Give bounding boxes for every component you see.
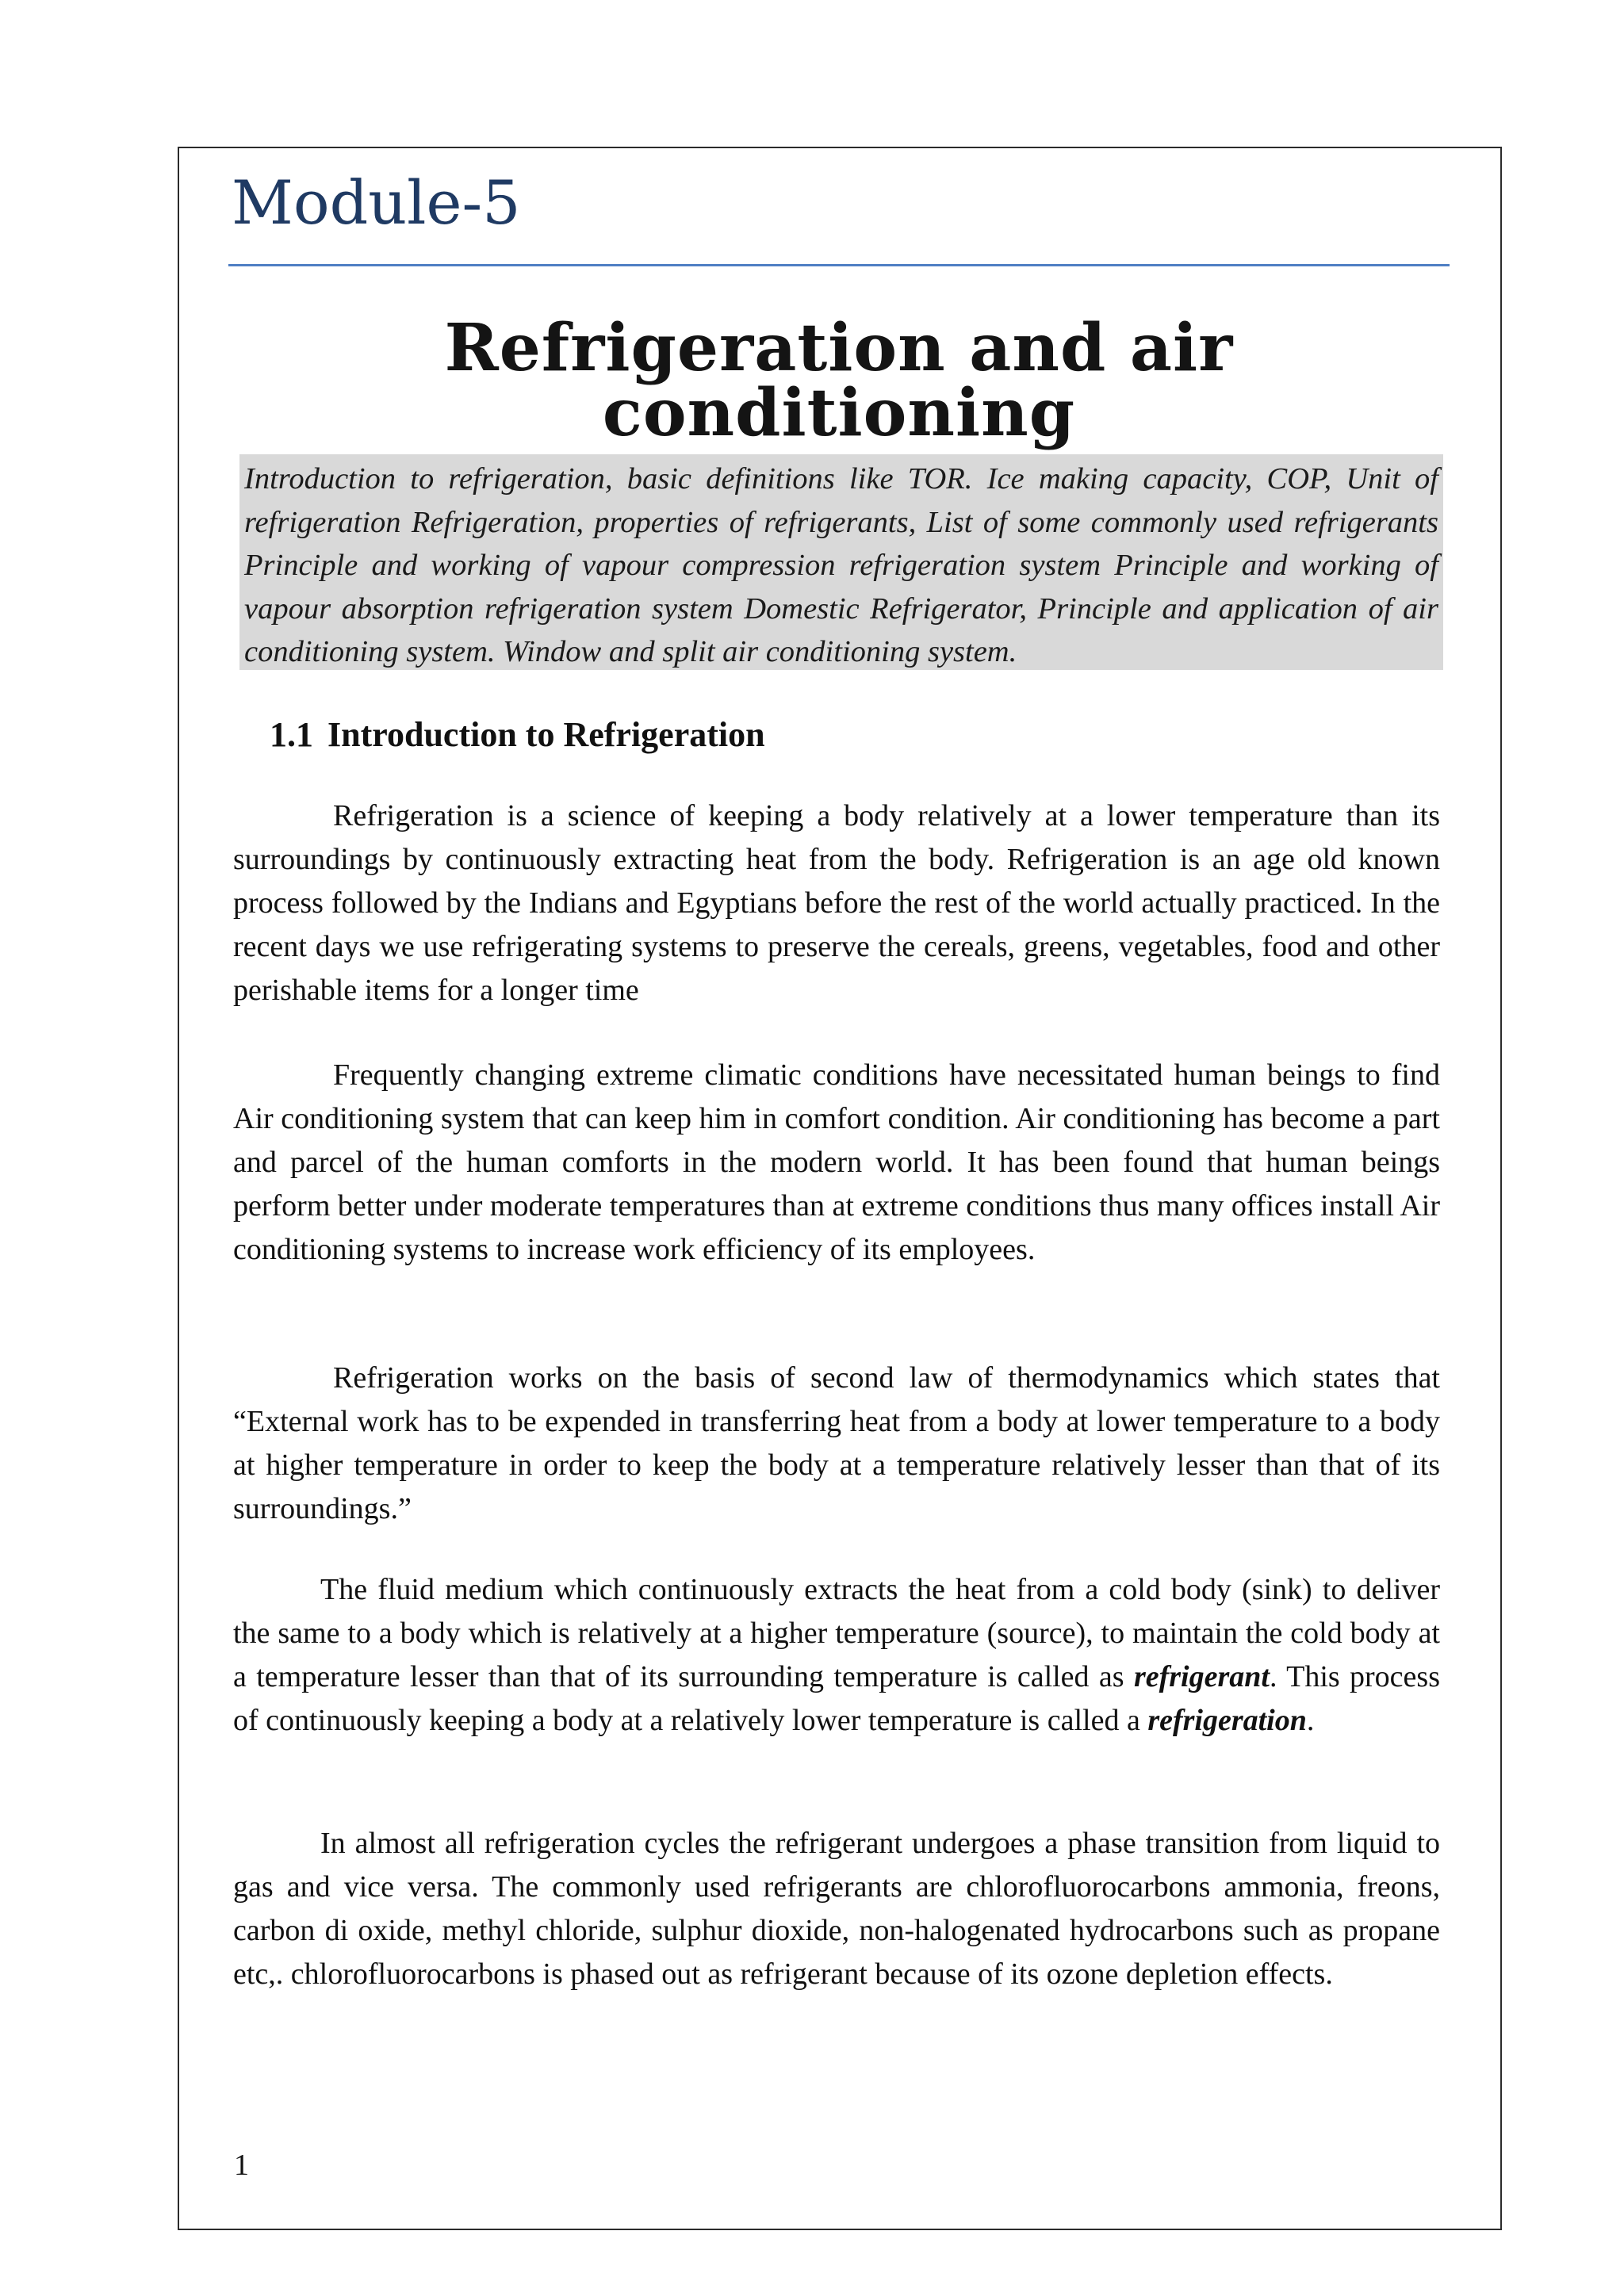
paragraph-refrigerants-list: In almost all refrigeration cycles the refrigerant undergoes a phase transition from liquid to gas and vice versa. The commonly used refrigerants are chlorofluorocarbons ammonia, freons, carbon di oxide, methyl chloride, sulphur dioxide, non-halogenated hydrocarbons such as propane etc,. chlorofluorocarbons is phased out as refrigerant because of its ozone depletion effects.: [233, 1827, 1440, 1991]
term-refrigeration: refrigeration: [1147, 1704, 1307, 1737]
paragraph-text: The fluid medium which continuously extracts the heat from a cold body (sink) to deliver the same to a body which is relatively at a higher temperature (source), to maintain the cold body at a temperature lesser than that of its surrounding temperature is called as: [233, 1573, 1440, 1693]
module-divider: [228, 264, 1450, 266]
section-number: 1.1: [270, 715, 313, 754]
page-title: Refrigeration and air conditioning: [444, 310, 1234, 451]
paragraph-air-conditioning: Frequently changing extreme climatic conditions have necessitated human beings to find Air conditioning system that can keep him in comfort condition. Air conditioning has become a part and parcel of the human comforts in the modern world. It has been found that human beings perform better under moderate temperatures than at extreme conditions thus many offices install Air conditioning systems to increase work efficiency of its employees.: [233, 1058, 1440, 1266]
section-title: Introduction to Refrigeration: [327, 715, 765, 754]
paragraph-second-law: Refrigeration works on the basis of second law of thermodynamics which states that “External work has to be expended in transferring heat from a body at lower temperature to a body at higher temperature in order to keep the body at a temperature relatively lesser than that of its surroundings.”: [233, 1361, 1440, 1525]
paragraph-text: .: [1306, 1704, 1315, 1737]
syllabus-summary: Introduction to refrigeration, basic definitions like TOR. Ice making capacity, COP, Unit of refrigeration Refrigeration, properties of refrigerants, List of some commonly used refrigerants Principle and working of vapour compression refrigeration system Principle and working of vapour absorption refrigeration system Domestic Refrigerator, Principle and application of air conditioning system. Window and split air conditioning system.: [239, 454, 1443, 670]
module-label: Module-5: [232, 167, 521, 238]
term-refrigerant: refrigerant: [1133, 1660, 1270, 1693]
section-heading: [270, 715, 765, 754]
paragraph-text: . This process of continuously keeping a body at a relatively lower temperature is called a: [233, 1660, 1440, 1737]
paragraph-intro: Refrigeration is a science of keeping a body relatively at a lower temperature than its surroundings by continuously extracting heat from the body. Refrigeration is an age old known process followed by the Indians and Egyptians before the rest of the world actually practiced. In the recent days we use refrigerating systems to preserve the cereals, greens, vegetables, food and other perishable items for a longer time: [233, 799, 1440, 1007]
page-number: 1: [234, 2149, 249, 2182]
paragraph-refrigerant-definition: [233, 1568, 1440, 1743]
